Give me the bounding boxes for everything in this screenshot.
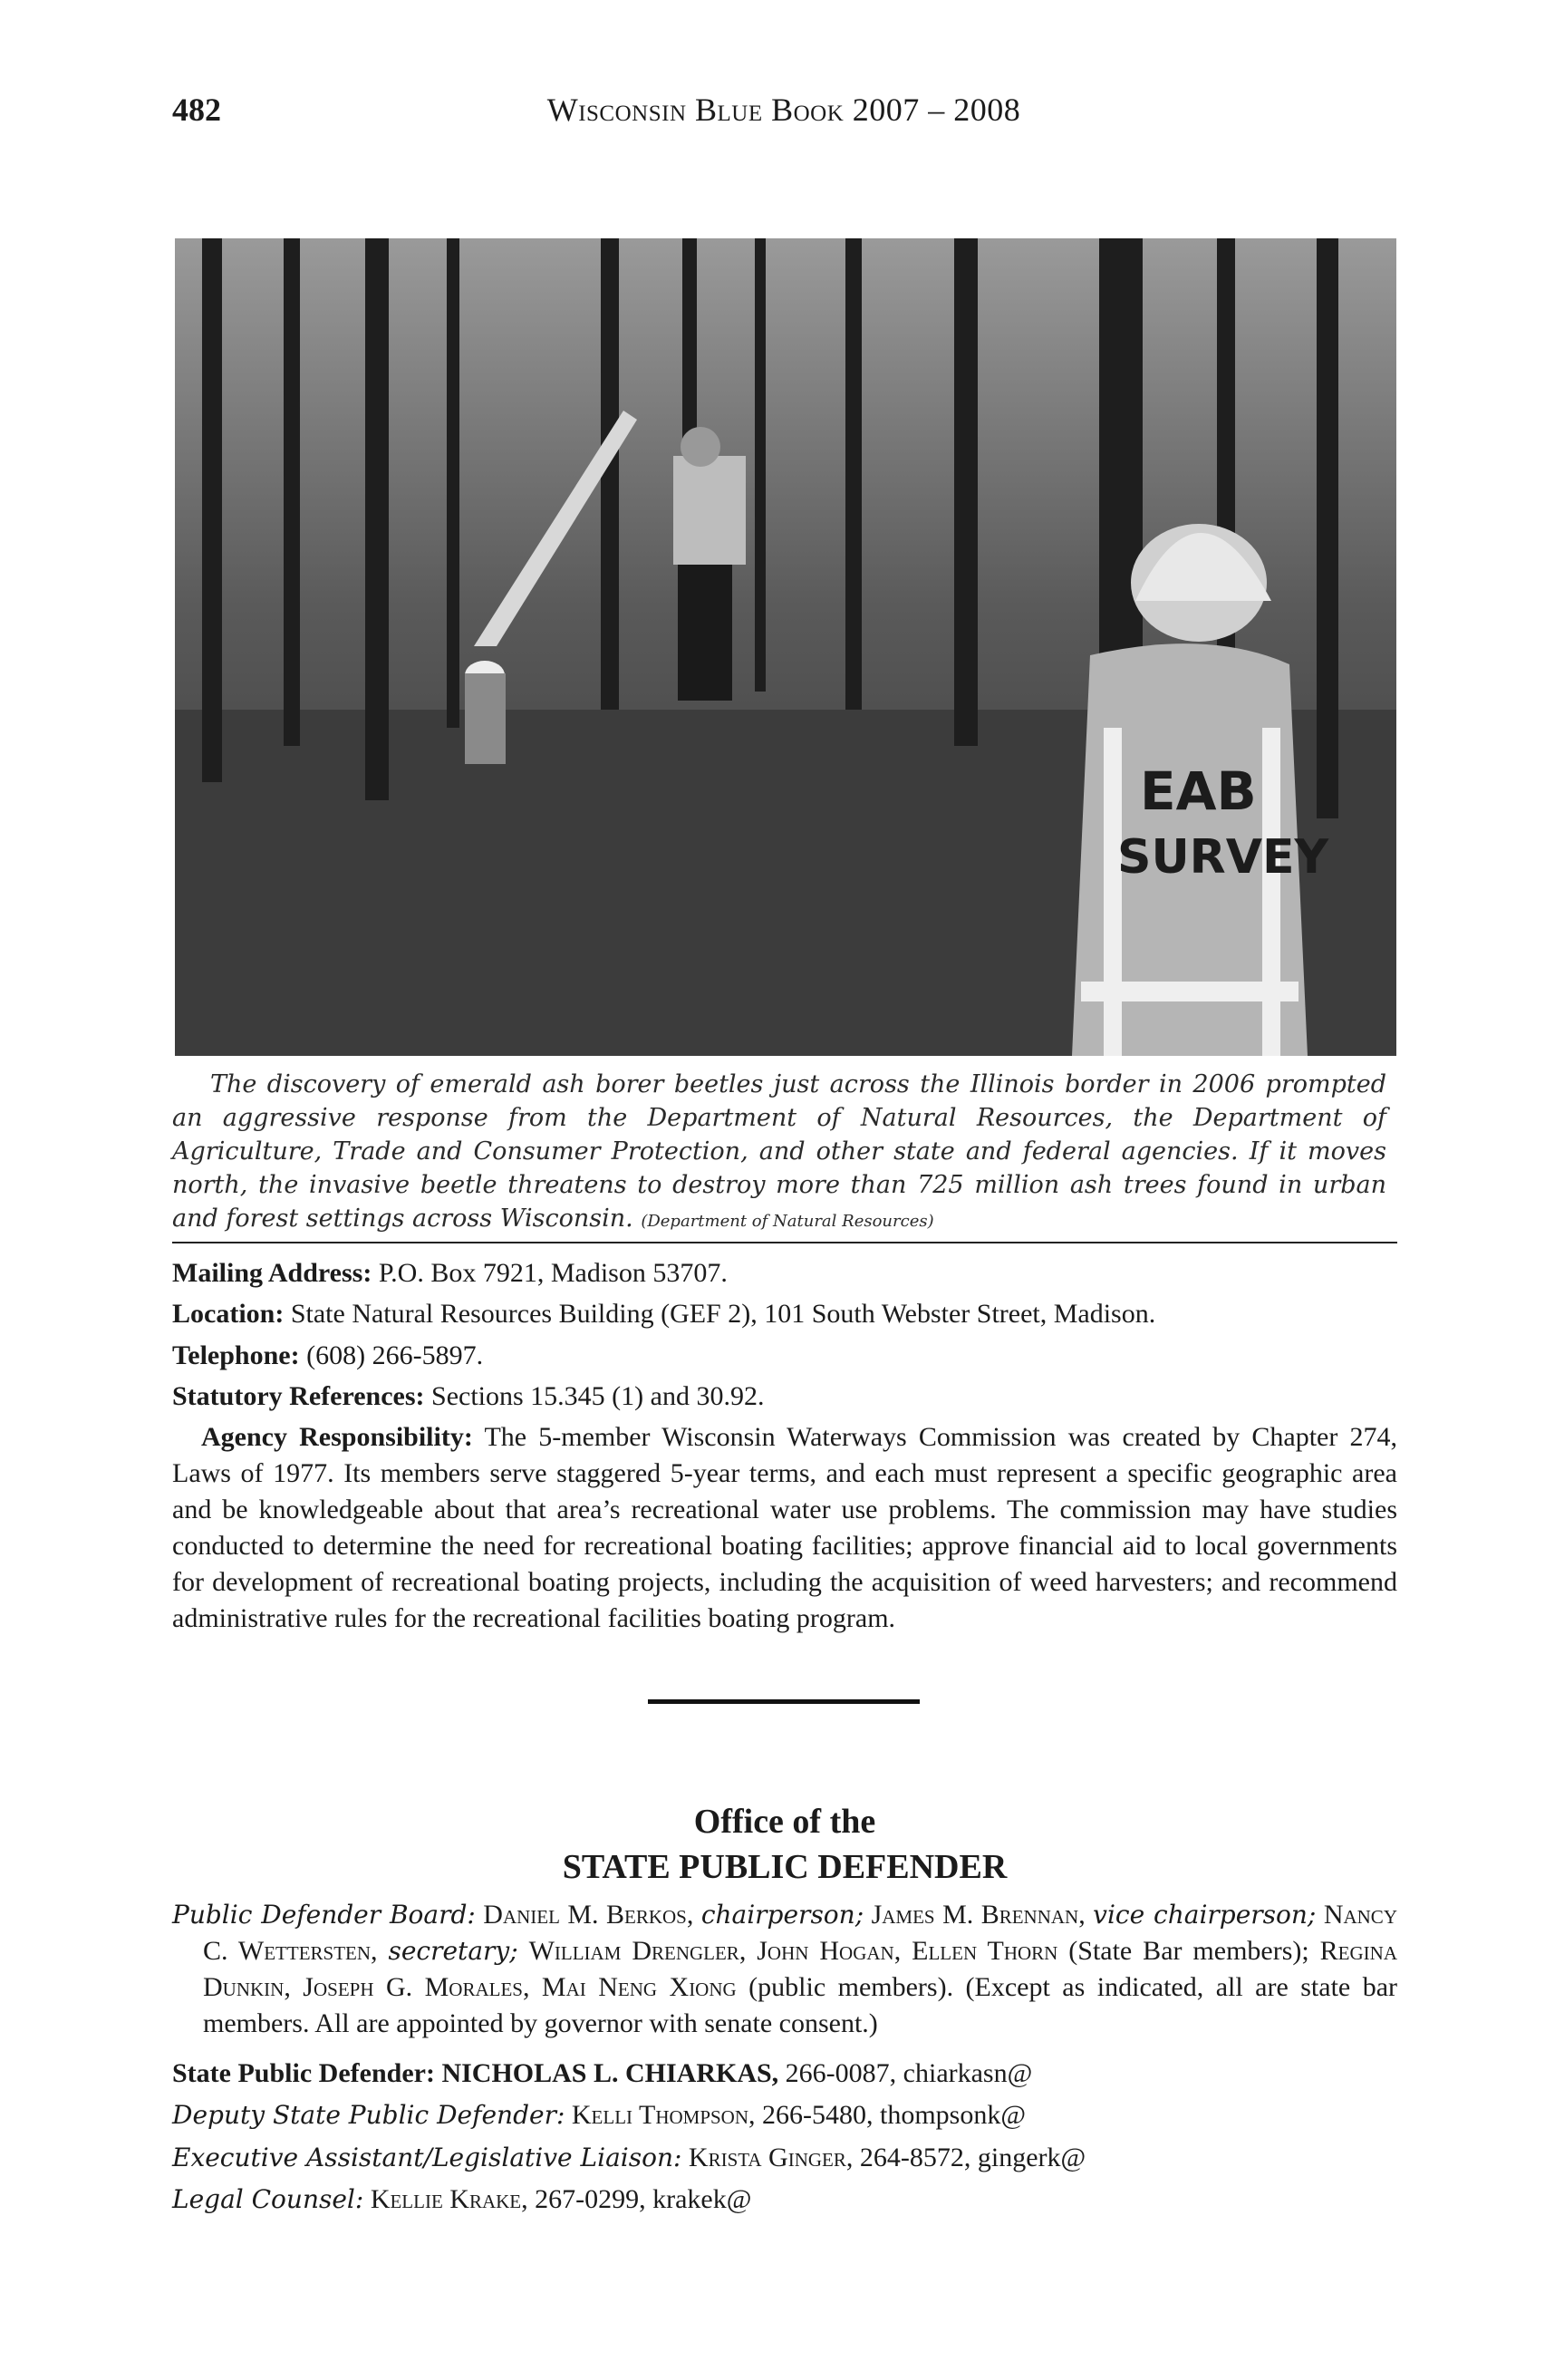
- counsel-label: Legal Counsel:: [172, 2184, 364, 2214]
- telephone-value: (608) 266-5897.: [306, 1340, 484, 1370]
- caption-text: The discovery of emerald ash borer beetles just across the Illinois border in 2006 prompted an aggressive response from the Department of Natural Resources, the Department of Agriculture, Trade and Consumer Protection, and other state and federal agencies. If it moves north, the invasive beetle threatens to destroy more than 725 million ash trees found in urban and forest settings across Wisconsin.: [172, 1070, 1386, 1233]
- section-title-line1: Office of the: [693, 1803, 876, 1841]
- telephone-label: Telephone:: [172, 1340, 300, 1370]
- photo-eab-survey: [175, 238, 1396, 1056]
- state-public-defender: [172, 2056, 1397, 2092]
- caption-credit: (Department of Natural Resources): [641, 1212, 934, 1231]
- page-header: [172, 91, 1395, 145]
- exec-contact: 264-8572, gingerk@: [859, 2143, 1086, 2172]
- location: [172, 1296, 1397, 1332]
- vest-text-survey: SURVEY: [1117, 830, 1329, 885]
- counsel-name: Kellie Krake,: [370, 2184, 528, 2214]
- statutory-value: Sections 15.345 (1) and 30.92.: [431, 1381, 765, 1411]
- responsibility-label: Agency Responsibility:: [201, 1422, 473, 1452]
- section-title-line2: STATE PUBLIC DEFENDER: [562, 1848, 1008, 1886]
- spd-contact: 266-0087, chiarkasn@: [785, 2058, 1033, 2088]
- caption-rule: [172, 1242, 1397, 1243]
- board-members-state-bar: William Drengler, John Hogan, Ellen Thorn: [528, 1936, 1058, 1966]
- mailing-address: [172, 1255, 1397, 1292]
- section-title: [172, 1799, 1397, 1890]
- board-secretary: Nancy C. Wettersten,: [203, 1900, 1397, 1966]
- mailing-address-label: Mailing Address:: [172, 1258, 372, 1288]
- board-vice: James M. Brennan,: [871, 1900, 1086, 1930]
- public-defender-board: [172, 1897, 1397, 2042]
- board-vice-role: vice chairperson;: [1093, 1900, 1317, 1930]
- vest-text-eab: EAB: [1140, 760, 1257, 822]
- deputy-contact: 266-5480, thompsonk@: [762, 2100, 1026, 2130]
- deputy-label: Deputy State Public Defender:: [172, 2100, 565, 2130]
- agency-responsibility: [172, 1419, 1397, 1637]
- spd-label: State Public Defender:: [172, 2058, 435, 2088]
- telephone: [172, 1338, 1397, 1374]
- board-members-public: Regina Dunkin, Joseph G. Morales, Mai Neng Xiong: [203, 1936, 1397, 2002]
- board-label: Public Defender Board:: [172, 1900, 476, 1930]
- deputy-state-public-defender: [172, 2097, 1397, 2133]
- exec-label: Executive Assistant/Legislative Liaison:: [172, 2143, 682, 2172]
- running-title: Wisconsin Blue Book 2007 – 2008: [546, 92, 1021, 128]
- exec-name: Krista Ginger,: [688, 2143, 854, 2172]
- deputy-name: Kelli Thompson,: [571, 2100, 756, 2130]
- legal-counsel: [172, 2182, 1397, 2218]
- photo-caption: [172, 1068, 1386, 1238]
- statutory-label: Statutory References:: [172, 1381, 425, 1411]
- mailing-address-value: P.O. Box 7921, Madison 53707.: [378, 1258, 728, 1288]
- board-secretary-role: secretary;: [388, 1936, 518, 1966]
- location-label: Location:: [172, 1299, 285, 1329]
- board-chair: Daniel M. Berkos,: [483, 1900, 694, 1930]
- statutory-references: [172, 1379, 1397, 1415]
- page-number: 482: [172, 92, 221, 128]
- responsibility-value: The 5-member Wisconsin Waterways Commission was created by Chapter 274, Laws of 1977. Its members serve staggered 5-year terms, and each must represent a specific geographic area and be knowledgeable about that area’s recreational water use problems. The commission may have studies conducted to determine the need for recreational boating facilities; approve financial aid to local governments for development of recreational boating projects, including the acquisition of weed harvesters; and recommend administrative rules for the recreational facilities boating program.: [172, 1422, 1398, 1633]
- board-members-public-note: (public members). (Except as indicated, all are state bar members. All are appointed by governor with senate consent.): [203, 1972, 1398, 2038]
- location-value: State Natural Resources Building (GEF 2), 101 South Webster Street, Madison.: [290, 1299, 1156, 1329]
- executive-assistant: [172, 2140, 1397, 2176]
- board-members-state-bar-note: (State Bar members);: [1068, 1936, 1309, 1966]
- spd-name: NICHOLAS L. CHIARKAS,: [441, 2058, 779, 2088]
- section-divider: [648, 1699, 920, 1704]
- counsel-contact: 267-0299, krakek@: [535, 2184, 752, 2214]
- board-chair-role: chairperson;: [700, 1900, 864, 1930]
